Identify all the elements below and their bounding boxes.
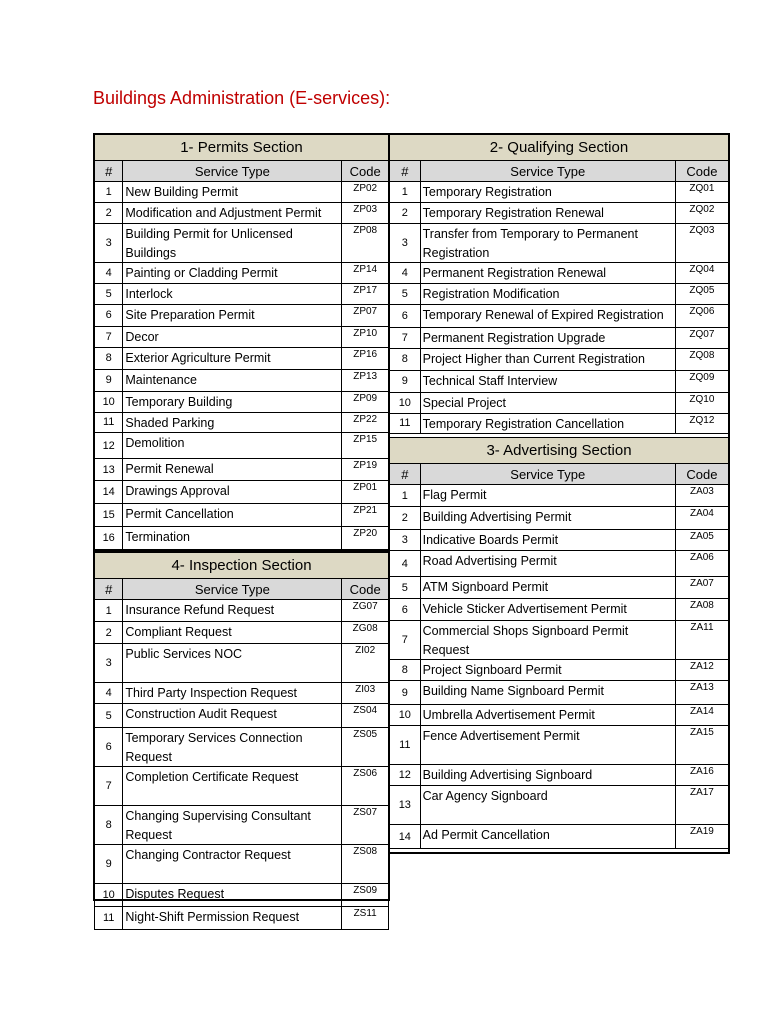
table-row: [390, 786, 729, 825]
service-code: ZS05: [342, 728, 389, 767]
service-type: Building Advertising Permit: [420, 507, 675, 530]
table-row: [95, 369, 389, 391]
row-number: 1: [390, 485, 421, 507]
service-code: ZS07: [342, 806, 389, 845]
header-service-type: Service Type: [123, 161, 342, 182]
table-row: [390, 599, 729, 621]
service-code: ZA06: [675, 551, 728, 577]
row-number: 1: [390, 182, 421, 203]
service-type: Building Advertising Signboard: [420, 765, 675, 786]
row-number: 11: [390, 413, 421, 434]
section-title: 3- Advertising Section: [390, 438, 729, 464]
table-row: [390, 263, 729, 284]
row-number: 8: [95, 347, 123, 369]
row-number: 1: [95, 182, 123, 203]
row-number: 2: [95, 203, 123, 224]
service-code: ZQ04: [675, 263, 728, 284]
row-number: 8: [390, 348, 421, 370]
service-code: ZA14: [675, 705, 728, 726]
table-row: [390, 660, 729, 681]
service-type: ATM Signboard Permit: [420, 577, 675, 599]
service-type: Interlock: [123, 283, 342, 304]
header-number: #: [95, 579, 123, 600]
service-code: ZP13: [342, 369, 389, 391]
service-code: ZA07: [675, 577, 728, 599]
table-row: [95, 728, 389, 767]
service-type: Maintenance: [123, 369, 342, 391]
row-number: 11: [95, 907, 123, 930]
table-row: [95, 224, 389, 263]
section-title-row: [95, 553, 389, 579]
row-number: 7: [390, 621, 421, 660]
service-code: ZI03: [342, 683, 389, 704]
column-header-row: [390, 464, 729, 485]
inspection-table: [94, 552, 389, 930]
service-code: ZA11: [675, 621, 728, 660]
row-number: 2: [390, 507, 421, 530]
service-type: Changing Supervising Consultant Request: [123, 806, 342, 845]
service-code: ZA16: [675, 765, 728, 786]
service-code: ZP15: [342, 433, 389, 459]
service-code: ZA17: [675, 786, 728, 825]
row-number: 5: [390, 283, 421, 304]
service-type: Vehicle Sticker Advertisement Permit: [420, 599, 675, 621]
service-type: Permit Cancellation: [123, 504, 342, 527]
row-number: 10: [95, 884, 123, 907]
table-row: [95, 283, 389, 304]
header-code: Code: [342, 579, 389, 600]
service-code: ZQ10: [675, 392, 728, 413]
service-type: Public Services NOC: [123, 644, 342, 683]
service-code: ZS09: [342, 884, 389, 907]
table-row: [95, 304, 389, 326]
service-code: ZP22: [342, 412, 389, 433]
service-type: Construction Audit Request: [123, 704, 342, 728]
table-row: [95, 182, 389, 203]
table-row: [390, 392, 729, 413]
service-code: ZQ03: [675, 224, 728, 263]
table-row: [95, 683, 389, 704]
header-service-type: Service Type: [123, 579, 342, 600]
service-code: ZS04: [342, 704, 389, 728]
table-row: [390, 705, 729, 726]
service-type: Shaded Parking: [123, 412, 342, 433]
service-code: ZI02: [342, 644, 389, 683]
table-row: [390, 304, 729, 327]
table-row: [390, 348, 729, 370]
service-type: Temporary Registration: [420, 182, 675, 203]
table-row: [95, 806, 389, 845]
service-type: Temporary Building: [123, 391, 342, 412]
service-type: Umbrella Advertisement Permit: [420, 705, 675, 726]
service-type: Project Higher than Current Registration: [420, 348, 675, 370]
table-row: [95, 326, 389, 347]
header-code: Code: [342, 161, 389, 182]
service-type: Technical Staff Interview: [420, 370, 675, 392]
table-row: [95, 391, 389, 412]
service-type: Insurance Refund Request: [123, 600, 342, 622]
service-code: ZQ07: [675, 327, 728, 348]
row-number: 4: [95, 683, 123, 704]
row-number: 9: [95, 845, 123, 884]
service-type: Permit Renewal: [123, 459, 342, 481]
service-code: ZP01: [342, 481, 389, 504]
service-code: ZP03: [342, 203, 389, 224]
service-type: Transfer from Temporary to Permanent Registration: [420, 224, 675, 263]
row-number: 14: [95, 481, 123, 504]
table-row: [95, 347, 389, 369]
row-number: 6: [95, 728, 123, 767]
service-type: Building Name Signboard Permit: [420, 681, 675, 705]
header-number: #: [390, 464, 421, 485]
service-code: ZS06: [342, 767, 389, 806]
service-type: Temporary Registration Cancellation: [420, 413, 675, 434]
service-code: ZQ12: [675, 413, 728, 434]
column-header-row: [95, 161, 389, 182]
row-number: 14: [390, 825, 421, 849]
row-number: 13: [95, 459, 123, 481]
service-code: ZG08: [342, 622, 389, 644]
table-row: [390, 530, 729, 551]
table-row: [95, 845, 389, 884]
qualifying-table: [389, 134, 729, 434]
table-row: [95, 704, 389, 728]
service-type: Ad Permit Cancellation: [420, 825, 675, 849]
table-row: [95, 412, 389, 433]
table-row: [390, 283, 729, 304]
service-type: Third Party Inspection Request: [123, 683, 342, 704]
service-code: ZS08: [342, 845, 389, 884]
header-service-type: Service Type: [420, 464, 675, 485]
table-row: [95, 907, 389, 930]
row-number: 7: [390, 327, 421, 348]
service-code: ZA03: [675, 485, 728, 507]
service-type: Decor: [123, 326, 342, 347]
header-number: #: [95, 161, 123, 182]
table-row: [390, 825, 729, 849]
row-number: 2: [95, 622, 123, 644]
table-row: [390, 370, 729, 392]
table-row: [390, 577, 729, 599]
row-number: 7: [95, 767, 123, 806]
service-type: Registration Modification: [420, 283, 675, 304]
service-code: ZQ02: [675, 203, 728, 224]
row-number: 6: [390, 599, 421, 621]
header-service-type: Service Type: [420, 161, 675, 182]
row-number: 3: [95, 644, 123, 683]
service-code: ZP07: [342, 304, 389, 326]
row-number: 8: [95, 806, 123, 845]
row-number: 3: [390, 224, 421, 263]
row-number: 10: [95, 391, 123, 412]
service-code: ZP09: [342, 391, 389, 412]
service-type: Site Preparation Permit: [123, 304, 342, 326]
section-title-row: [390, 135, 729, 161]
service-type: Car Agency Signboard: [420, 786, 675, 825]
column-header-row: [95, 579, 389, 600]
service-code: ZA15: [675, 726, 728, 765]
header-code: Code: [675, 161, 728, 182]
service-code: ZQ08: [675, 348, 728, 370]
table-row: [390, 551, 729, 577]
row-number: 6: [390, 304, 421, 327]
service-type: Demolition: [123, 433, 342, 459]
row-number: 3: [95, 224, 123, 263]
service-code: ZP16: [342, 347, 389, 369]
service-type: Special Project: [420, 392, 675, 413]
row-number: 4: [390, 551, 421, 577]
service-code: ZQ06: [675, 304, 728, 327]
service-code: ZA04: [675, 507, 728, 530]
row-number: 10: [390, 705, 421, 726]
service-code: ZA12: [675, 660, 728, 681]
service-type: Fence Advertisement Permit: [420, 726, 675, 765]
service-type: Project Signboard Permit: [420, 660, 675, 681]
row-number: 4: [95, 263, 123, 284]
service-type: Disputes Request: [123, 884, 342, 907]
service-type: Night-Shift Permission Request: [123, 907, 342, 930]
row-number: 5: [390, 577, 421, 599]
row-number: 6: [95, 304, 123, 326]
page-title: Buildings Administration (E-services):: [93, 88, 391, 108]
table-row: [95, 527, 389, 550]
table-row: [95, 433, 389, 459]
service-code: ZP08: [342, 224, 389, 263]
table-row: [390, 765, 729, 786]
advertising-table: [389, 437, 729, 849]
service-type: Permanent Registration Renewal: [420, 263, 675, 284]
service-type: Temporary Services Connection Request: [123, 728, 342, 767]
table-row: [95, 459, 389, 481]
row-number: 5: [95, 704, 123, 728]
row-number: 8: [390, 660, 421, 681]
service-type: Flag Permit: [420, 485, 675, 507]
table-row: [390, 681, 729, 705]
service-code: ZA05: [675, 530, 728, 551]
header-code: Code: [675, 464, 728, 485]
table-row: [95, 622, 389, 644]
section-title: 2- Qualifying Section: [390, 135, 729, 161]
row-number: 15: [95, 504, 123, 527]
table-row: [95, 504, 389, 527]
table-row: [95, 263, 389, 284]
service-code: ZQ05: [675, 283, 728, 304]
table-row: [390, 327, 729, 348]
service-code: ZA08: [675, 599, 728, 621]
section-title: 4- Inspection Section: [95, 553, 389, 579]
service-type: Drawings Approval: [123, 481, 342, 504]
service-type: Changing Contractor Request: [123, 845, 342, 884]
section-title-row: [95, 135, 389, 161]
service-type: Modification and Adjustment Permit: [123, 203, 342, 224]
row-number: 12: [95, 433, 123, 459]
table-row: [390, 485, 729, 507]
table-row: [390, 507, 729, 530]
row-number: 1: [95, 600, 123, 622]
row-number: 11: [390, 726, 421, 765]
service-type: Road Advertising Permit: [420, 551, 675, 577]
service-code: ZP19: [342, 459, 389, 481]
service-code: ZP02: [342, 182, 389, 203]
table-row: [95, 600, 389, 622]
row-number: 9: [95, 369, 123, 391]
row-number: 3: [390, 530, 421, 551]
row-number: 16: [95, 527, 123, 550]
table-row: [390, 621, 729, 660]
row-number: 11: [95, 412, 123, 433]
service-type: Permanent Registration Upgrade: [420, 327, 675, 348]
service-code: ZA13: [675, 681, 728, 705]
service-code: ZG07: [342, 600, 389, 622]
row-number: 13: [390, 786, 421, 825]
table-row: [390, 413, 729, 434]
row-number: 5: [95, 283, 123, 304]
service-code: ZS11: [342, 907, 389, 930]
service-type: Termination: [123, 527, 342, 550]
section-title-row: [390, 438, 729, 464]
table-row: [95, 767, 389, 806]
service-type: Temporary Renewal of Expired Registration: [420, 304, 675, 327]
table-row: [390, 726, 729, 765]
column-header-row: [390, 161, 729, 182]
service-code: ZP17: [342, 283, 389, 304]
service-type: Compliant Request: [123, 622, 342, 644]
service-type: New Building Permit: [123, 182, 342, 203]
header-number: #: [390, 161, 421, 182]
service-type: Indicative Boards Permit: [420, 530, 675, 551]
service-type: Painting or Cladding Permit: [123, 263, 342, 284]
section-title: 1- Permits Section: [95, 135, 389, 161]
table-row: [95, 203, 389, 224]
row-number: 9: [390, 681, 421, 705]
service-type: Exterior Agriculture Permit: [123, 347, 342, 369]
row-number: 12: [390, 765, 421, 786]
permits-table: [94, 134, 389, 550]
row-number: 2: [390, 203, 421, 224]
service-type: Completion Certificate Request: [123, 767, 342, 806]
service-type: Commercial Shops Signboard Permit Request: [420, 621, 675, 660]
row-number: 7: [95, 326, 123, 347]
service-code: ZA19: [675, 825, 728, 849]
table-row: [390, 182, 729, 203]
service-code: ZP20: [342, 527, 389, 550]
service-code: ZQ01: [675, 182, 728, 203]
service-type: Building Permit for Unlicensed Buildings: [123, 224, 342, 263]
row-number: 4: [390, 263, 421, 284]
table-row: [95, 884, 389, 907]
table-row: [95, 644, 389, 683]
service-code: ZP14: [342, 263, 389, 284]
row-number: 10: [390, 392, 421, 413]
service-type: Temporary Registration Renewal: [420, 203, 675, 224]
table-row: [95, 481, 389, 504]
table-row: [390, 203, 729, 224]
row-number: 9: [390, 370, 421, 392]
table-row: [390, 224, 729, 263]
service-code: ZP10: [342, 326, 389, 347]
service-code: ZQ09: [675, 370, 728, 392]
service-code: ZP21: [342, 504, 389, 527]
